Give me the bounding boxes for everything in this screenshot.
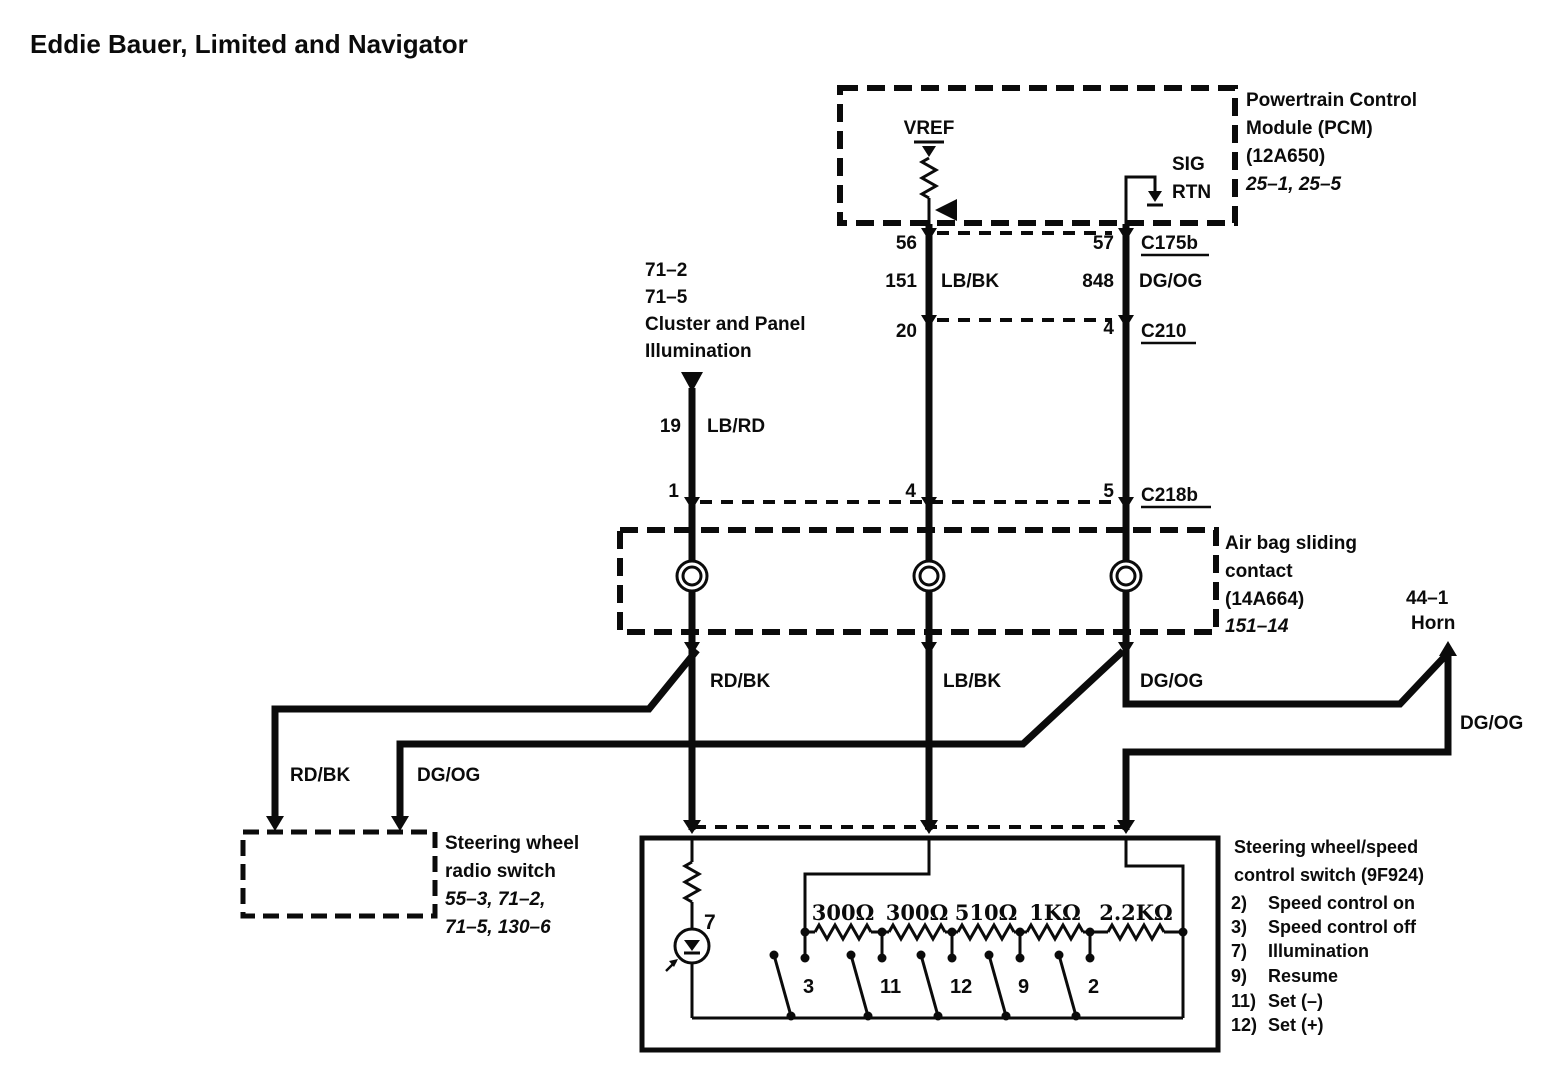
radio-switch-pages2: 71–5, 130–6	[445, 917, 551, 938]
switch-9	[985, 932, 1030, 1021]
airbag-part-number: (14A664)	[1225, 589, 1305, 610]
pcm-name-line1: Powertrain Control	[1246, 90, 1418, 111]
speed-switch-box	[642, 820, 1218, 1050]
resistor-300b	[889, 925, 945, 939]
pcm-module-box	[840, 88, 1235, 228]
pcm-vref-label: VREF	[903, 118, 955, 139]
c210-left-arrow-icon	[921, 315, 937, 328]
cluster-line1: Cluster and Panel	[645, 314, 806, 335]
illumination-pin-7: 7	[704, 911, 716, 934]
cluster-feed-caption	[645, 260, 806, 437]
pcm-name-line2: Module (PCM)	[1246, 118, 1373, 139]
vref-resistor	[922, 158, 936, 198]
page-title: Eddie Bauer, Limited and Navigator	[30, 29, 468, 59]
resistor-value-2: 300Ω	[885, 900, 949, 925]
pcm-part-number: (12A650)	[1246, 146, 1326, 167]
color-rdbk-branch: RD/BK	[290, 765, 351, 786]
circuit-848: 848	[1082, 271, 1114, 292]
resistor-510	[958, 925, 1014, 939]
resistor-value-4: 1KΩ	[1029, 900, 1081, 925]
legend-num-7: 7)	[1231, 941, 1248, 961]
connector-c175b	[885, 228, 1209, 292]
illumination-source-arrow-icon	[681, 372, 703, 392]
legend-item-set-plus	[1231, 1015, 1324, 1035]
connector-c210	[896, 315, 1196, 343]
speed-switch-title2: control switch (9F924)	[1234, 865, 1425, 885]
switch-contacts	[770, 932, 1100, 1021]
c218b-label: C218b	[1141, 485, 1199, 506]
vref-arrow-icon	[922, 146, 936, 157]
wire-lbrd-upper	[681, 372, 703, 830]
clockspring-coil-3	[1111, 561, 1141, 591]
pin-5: 5	[1103, 481, 1114, 502]
switch-pin-12: 12	[950, 976, 973, 998]
legend-item-set-minus	[1231, 991, 1323, 1011]
color-lbrd: LB/RD	[707, 416, 766, 437]
connector-c218b	[668, 481, 1211, 510]
legend-num-2: 2)	[1231, 893, 1248, 913]
legend-num-3: 3)	[1231, 917, 1248, 937]
legend-item-illumination	[1231, 941, 1369, 961]
c175b-label: C175b	[1141, 233, 1199, 254]
c210-label: C210	[1141, 321, 1187, 342]
switch-pin-9: 9	[1018, 976, 1030, 998]
pin-1: 1	[668, 481, 679, 502]
circuit-151: 151	[885, 271, 917, 292]
pcm-rtn-label: RTN	[1172, 182, 1212, 203]
legend-num-9: 9)	[1231, 966, 1248, 986]
radio-switch-outline	[243, 832, 435, 916]
switch-2	[1055, 932, 1100, 1021]
pin-57: 57	[1092, 233, 1114, 254]
color-dgog-main: DG/OG	[1140, 671, 1204, 692]
horn-arrow-icon	[1439, 641, 1457, 656]
color-lbbk-top: LB/BK	[941, 271, 1000, 292]
switch-3	[770, 932, 815, 1021]
switch-pin-3: 3	[803, 976, 815, 998]
legend-num-12: 12)	[1231, 1015, 1258, 1035]
cluster-ref1: 71–2	[645, 260, 688, 281]
resistor-2k2	[1108, 925, 1164, 939]
airbag-line2: contact	[1225, 561, 1293, 582]
airbag-caption	[1225, 533, 1357, 637]
clockspring-coil-1	[677, 561, 707, 591]
pin-19: 19	[659, 416, 681, 437]
clockspring-coil-2	[914, 561, 944, 591]
color-rdbk-main: RD/BK	[710, 671, 771, 692]
pin-4-c210: 4	[1103, 318, 1114, 339]
cluster-line2: Illumination	[645, 341, 752, 362]
c175b-left-arrow-icon	[921, 228, 937, 241]
color-lbbk-main: LB/BK	[943, 671, 1002, 692]
speed-switch-caption	[1231, 837, 1424, 1035]
illumination-resistor	[685, 862, 699, 902]
pcm-page-refs: 25–1, 25–5	[1246, 174, 1342, 195]
switch-pin-2: 2	[1088, 976, 1100, 998]
airbag-line1: Air bag sliding	[1225, 533, 1357, 554]
legend-item-resume	[1231, 966, 1338, 986]
sig-rtn-arrow-icon	[1148, 191, 1162, 202]
airbag-exit-arrow2-icon	[921, 642, 937, 655]
legend-label-11: Set (–)	[1268, 991, 1324, 1011]
legend-label-7: Illumination	[1268, 941, 1369, 961]
resistor-300a	[815, 925, 871, 939]
speed-switch-title1: Steering wheel/speed	[1234, 837, 1419, 857]
resistor-1k	[1027, 925, 1083, 939]
switch-11	[847, 932, 902, 1021]
radio-switch-line2: radio switch	[445, 861, 556, 882]
color-dgog-horn: DG/OG	[1460, 713, 1524, 734]
pcm-sig-label: SIG	[1172, 154, 1205, 175]
legend-num-11: 11)	[1231, 991, 1257, 1011]
pin-20: 20	[895, 321, 917, 342]
legend-label-12: Set (+)	[1268, 1015, 1324, 1035]
radio-entry-arrow1-icon	[266, 816, 284, 831]
radio-switch-box	[243, 832, 579, 938]
resistor-value-3: 510Ω	[954, 900, 1018, 925]
resistor-ladder	[801, 900, 1188, 939]
horn-label: Horn	[1411, 613, 1456, 634]
dgog-inner-wire	[1126, 838, 1183, 1018]
color-dgog-branch: DG/OG	[417, 765, 481, 786]
resistor-value-5: 2.2KΩ	[1099, 900, 1173, 925]
pcm-input-triangle-icon	[935, 199, 957, 221]
c210-right-arrow-icon	[1118, 315, 1134, 328]
radio-entry-arrow2-icon	[391, 816, 409, 831]
illumination-leg	[666, 838, 716, 1018]
airbag-page-ref: 151–14	[1225, 616, 1289, 637]
pin-4-c218b: 4	[905, 481, 916, 502]
legend-label-2: Speed control on	[1268, 893, 1416, 913]
horn-circuit: 44–1	[1406, 588, 1449, 609]
legend-item-speed-on	[1231, 893, 1415, 913]
cluster-ref2: 71–5	[645, 287, 688, 308]
horn-takeoff	[1406, 588, 1523, 734]
radio-switch-line1: Steering wheel	[445, 833, 580, 854]
c218b-arrow3-icon	[1118, 497, 1134, 510]
color-dgog-top: DG/OG	[1139, 271, 1203, 292]
pcm-caption	[1245, 90, 1417, 195]
switch-12	[917, 932, 973, 1021]
switch-pin-11: 11	[880, 976, 902, 998]
legend-item-speed-off	[1231, 917, 1417, 937]
legend-label-3: Speed control off	[1268, 917, 1416, 937]
c218b-arrow1-icon	[684, 497, 700, 510]
legend-label-9: Resume	[1268, 966, 1339, 986]
resistor-value-1: 300Ω	[811, 900, 875, 925]
pin-56: 56	[895, 233, 917, 254]
c175b-right-arrow-icon	[1118, 228, 1134, 241]
radio-switch-pages1: 55–3, 71–2,	[445, 889, 546, 910]
